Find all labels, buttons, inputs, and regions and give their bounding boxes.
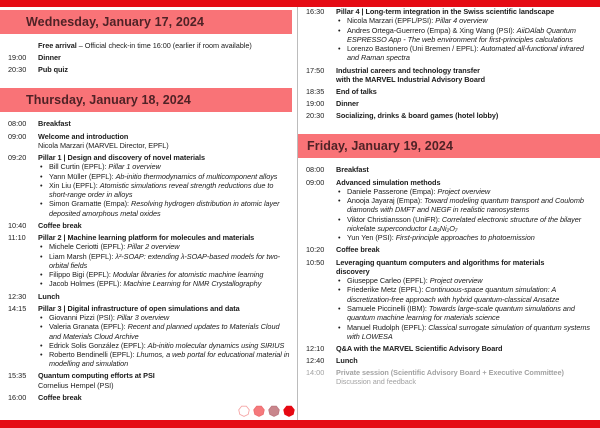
speaker-name: Yann Müller (EPFL): (49, 171, 116, 181)
bullet-icon: • (40, 199, 43, 209)
speaker-name: Samuele Piccinelli (IBM): (347, 304, 429, 313)
speaker-name: Valeria Granata (EPFL): (49, 322, 128, 332)
schedule-entry (0, 371, 297, 390)
entry-title-line (336, 87, 596, 96)
schedule-entry (298, 245, 600, 254)
talk-title: Recent and planned updates to Materials Cloud and Materials Cloud Archive (49, 322, 280, 341)
session-title: Dinner (336, 99, 359, 109)
entry-body (336, 99, 600, 108)
entry-title-line (38, 292, 293, 301)
entry-body (336, 344, 600, 353)
speaker-name: Nicola Marzari (EPFL/PSI): (347, 16, 436, 26)
session-title: Pillar 2 | Machine learning platform for molecules and materials (38, 232, 255, 242)
entry-title-line (38, 393, 293, 402)
schedule-entry (0, 65, 297, 74)
talk-title: Classical surrogate simulation of quantum systems with LOWESA (347, 322, 590, 341)
entry-time: 20:30 (8, 65, 27, 75)
entry-time: 09:00 (306, 177, 325, 187)
talk-title: λ²-SOAP: extending λ-SOAP-based models for two-orbital fields (49, 251, 280, 270)
bullet-icon: • (40, 242, 43, 252)
entry-time: 14:00 (306, 368, 325, 378)
schedule-entry (298, 356, 600, 365)
schedule-entry (0, 292, 297, 301)
entry-body (38, 221, 297, 230)
bullet-text (49, 322, 293, 341)
entry-body (38, 393, 297, 402)
bullet-item (336, 16, 596, 25)
entry-title-line (38, 371, 293, 380)
entry-body (336, 66, 600, 85)
session-title: Coffee break (38, 392, 82, 402)
bullet-list (336, 16, 596, 62)
entry-title-line (38, 304, 293, 313)
talk-title: Machine Learning for NMR Crystallography (123, 279, 262, 289)
session-title: Socializing, drinks & board games (hotel lobby) (336, 111, 499, 121)
bullet-item (38, 181, 293, 200)
marvel-logo-dot-3-heptagon-mauve-icon (268, 405, 280, 417)
entry-body (336, 178, 600, 243)
schedule-entry (0, 132, 297, 151)
schedule-entry (298, 99, 600, 108)
marvel-logo (238, 405, 295, 417)
bullet-list (336, 276, 596, 341)
entry-body (336, 7, 600, 63)
entry-time: 12:30 (8, 291, 27, 301)
entry-time: 16:00 (8, 392, 27, 402)
entry-body (38, 41, 297, 50)
schedule-section (298, 7, 600, 120)
entry-title-line (336, 356, 596, 365)
bullet-item (336, 323, 596, 342)
session-title: Dinner (38, 53, 61, 63)
bullet-icon: • (338, 214, 341, 224)
talk-title: AiiDAlab Quantum ESPRESSO App - The web environment for first-principles calculations (347, 25, 576, 44)
talk-title: First-principle approaches to photoemission (395, 233, 535, 243)
bullet-icon: • (40, 270, 43, 280)
bullet-text (49, 252, 293, 271)
bullet-icon: • (338, 25, 341, 35)
bullet-text (347, 233, 596, 242)
bullet-icon: • (338, 16, 341, 26)
entry-title-line (38, 41, 293, 50)
schedule-entry (298, 258, 600, 342)
bullet-list (38, 313, 293, 369)
bullet-item (336, 26, 596, 45)
bullet-item (336, 44, 596, 63)
bullet-text (49, 162, 293, 171)
day-header: Thursday, January 18, 2024 (0, 88, 292, 112)
speaker-name: Giuseppe Carleo (EPFL): (347, 276, 430, 286)
bottom-red-bar (0, 420, 600, 428)
schedule-entry (0, 41, 297, 50)
bullet-text (347, 285, 596, 304)
speaker-name: Yun Yen (PSI): (347, 233, 396, 243)
talk-title: Modular libraries for atomistic machine learning (112, 270, 264, 280)
bullet-item (38, 322, 293, 341)
bullet-item (336, 285, 596, 304)
bullet-text (347, 276, 596, 285)
talk-title: Automated all-functional infrared and Raman spectra (347, 44, 584, 63)
schedule-entry (0, 233, 297, 289)
bullet-icon: • (40, 350, 43, 360)
session-title: Q&A with the MARVEL Scientific Advisory Board (336, 343, 503, 353)
bullet-icon: • (40, 171, 43, 181)
bullet-text (347, 196, 596, 215)
speaker-name: Roberto Bendinelli (EPFL): (49, 350, 137, 360)
bullet-item (38, 242, 293, 251)
entry-body (336, 356, 600, 365)
speaker-name: Bill Curtin (EPFL): (49, 162, 109, 172)
entry-time: 19:00 (8, 53, 27, 63)
entry-subtitle: Discussion and feedback (336, 377, 416, 387)
bullet-list (38, 242, 293, 288)
entry-time: 17:50 (306, 65, 325, 75)
session-title: Breakfast (336, 165, 369, 175)
schedule-entry (0, 119, 297, 128)
schedule-entry (298, 368, 600, 387)
speaker-name: Michele Ceriotti (EPFL): (49, 242, 128, 252)
entry-title-line (38, 65, 293, 74)
talk-title: Continuous-space quantum simulation: A discretization-free approach with hybrid quantum-classical Ansatze (347, 285, 560, 304)
schedule-section (0, 10, 297, 74)
session-title: Lunch (336, 356, 358, 366)
session-title: Private session (Scientific Advisory Board + Executive Committee) (336, 368, 564, 378)
session-title: Advanced simulation methods (336, 177, 441, 187)
entry-time: 09:00 (8, 131, 27, 141)
bullet-item (38, 199, 293, 218)
entry-time: 09:20 (8, 152, 27, 162)
entry-title-line (336, 165, 596, 174)
entry-time: 16:30 (306, 7, 325, 16)
talk-title: Pillar 3 overview (116, 312, 170, 322)
entry-title-line (336, 368, 596, 377)
schedule-entry (298, 7, 600, 63)
schedule-entry (0, 53, 297, 62)
speaker-name: Lorenzo Bastonero (Uni Bremen / EPFL): (347, 44, 481, 54)
entry-title-line (336, 66, 596, 75)
entry-time: 12:40 (306, 356, 325, 366)
entry-title-line (38, 221, 293, 230)
speaker-name: Edrick Solis González (EPFL): (49, 340, 148, 350)
talk-title: Atomistic simulations reveal strength reductions due to short-range order in alloys (49, 180, 274, 200)
entry-time: 20:30 (306, 111, 325, 121)
bullet-text (347, 44, 596, 63)
speaker-name: Viktor Christiansson (UniFR): (347, 214, 442, 224)
bullet-icon: • (338, 276, 341, 286)
entry-time: 10:50 (306, 257, 325, 267)
talk-title: Lhumos, a web portal for educational material in modelling and simulation (49, 350, 290, 369)
session-title: Industrial careers and technology transfer (336, 65, 480, 75)
session-title: Pub quiz (38, 65, 68, 75)
entry-subtitle: Nicola Marzari (MARVEL Director, EPFL) (38, 140, 169, 150)
entry-body (38, 233, 297, 289)
schedule-section (0, 88, 297, 402)
session-title: End of talks (336, 86, 377, 96)
bullet-icon: • (40, 251, 43, 261)
schedule-entry (298, 87, 600, 96)
bullet-item (38, 270, 293, 279)
bullet-icon: • (40, 340, 43, 350)
schedule-entry (298, 178, 600, 243)
bullet-item (336, 233, 596, 242)
schedule-entry (298, 66, 600, 85)
bullet-item (38, 252, 293, 271)
bullet-text (347, 16, 596, 25)
bullet-icon: • (338, 304, 341, 313)
schedule-entry (0, 153, 297, 218)
bullet-text (347, 187, 596, 196)
entry-title-line (38, 132, 293, 141)
marvel-logo-dot-2-heptagon-salmon-icon (253, 405, 265, 417)
bullet-icon: • (338, 44, 341, 54)
speaker-name: Daniele Passerone (Empa): (347, 186, 438, 196)
bullet-item (336, 215, 596, 234)
entry-time: 15:35 (8, 371, 27, 381)
entry-time: 14:15 (8, 303, 27, 313)
bullet-list (38, 162, 293, 218)
session-title: Leveraging quantum computers and algorithms for materials (336, 257, 545, 267)
bullet-icon: • (40, 180, 43, 190)
day-header: Friday, January 19, 2024 (298, 134, 600, 158)
entry-time: 08:00 (306, 165, 325, 175)
session-title-suffix: – Official check-in time 16:00 (earlier if room available) (76, 41, 252, 50)
session-title: Lunch (38, 291, 60, 301)
entry-body (336, 368, 600, 387)
bullet-text (347, 215, 596, 234)
bullet-text (347, 304, 596, 323)
top-red-bar (0, 0, 600, 7)
talk-title: Towards large-scale quantum simulations and quantum machine learning for materials science (347, 304, 575, 323)
entry-body (38, 153, 297, 218)
entry-title-line (336, 7, 596, 16)
entry-body (336, 87, 600, 96)
bullet-item (38, 341, 293, 350)
column-left (0, 7, 298, 420)
day-header: Wednesday, January 17, 2024 (0, 10, 292, 34)
entry-body (38, 304, 297, 369)
bullet-text (49, 172, 293, 181)
marvel-logo-dot-1-heptagon-outline-icon (238, 405, 250, 417)
schedule-columns (0, 7, 600, 420)
bullet-text (49, 270, 293, 279)
entry-body (38, 371, 297, 390)
speaker-name: Xin Liu (EPFL): (49, 180, 100, 190)
bullet-item (38, 172, 293, 181)
session-title: Quantum computing efforts at PSI (38, 371, 155, 381)
speaker-name: Andres Ortega-Guerrero (Empa) & Xing Wang (PSI): (347, 25, 517, 35)
entry-title-line (336, 245, 596, 254)
entry-body (38, 53, 297, 62)
entry-time: 18:35 (306, 86, 325, 96)
bullet-icon: • (338, 285, 341, 295)
bullet-item (336, 304, 596, 323)
entry-title-line (38, 53, 293, 62)
entry-title-line (336, 258, 596, 267)
bullet-text (49, 313, 293, 322)
entry-body (336, 165, 600, 174)
schedule-entry (0, 304, 297, 369)
bullet-text (49, 242, 293, 251)
bullet-item (38, 279, 293, 288)
session-title: Breakfast (38, 119, 71, 129)
talk-title: Pillar 1 overview (108, 162, 161, 172)
bullet-text (49, 350, 293, 369)
entry-time: 08:00 (8, 119, 27, 129)
speaker-name: Liam Marsh (EPFL): (49, 251, 116, 261)
talk-title: Resolving hydrogen distribution in atomic layer deposited amorphous metal oxides (49, 199, 280, 218)
session-title: Coffee break (38, 220, 82, 230)
bullet-icon: • (338, 233, 341, 243)
session-title: Pillar 3 | Digital infrastructure of open simulations and data (38, 303, 240, 313)
entry-time (0, 41, 38, 50)
bullet-item (336, 187, 596, 196)
schedule-entry (0, 221, 297, 230)
talk-title: Toward modeling quantum transport and Coulomb diamonds with DMFT and NEGF in realistic nanosystems (347, 196, 584, 215)
bullet-text (347, 26, 596, 45)
bullet-icon: • (40, 162, 43, 172)
bullet-icon: • (40, 322, 43, 332)
entry-body (38, 65, 297, 74)
entry-time: 11:10 (8, 232, 26, 242)
entry-time: 19:00 (306, 99, 325, 109)
entry-title-line (336, 344, 596, 353)
entry-body (336, 258, 600, 342)
speaker-name: Filippo Bigi (EPFL): (49, 270, 113, 280)
column-right (298, 7, 600, 420)
bullet-list (336, 187, 596, 243)
bullet-text (49, 341, 293, 350)
entry-title-line (336, 178, 596, 187)
talk-title: Project overview (429, 276, 483, 286)
entry-time: 10:20 (306, 245, 325, 255)
bullet-text (49, 279, 293, 288)
bullet-item (38, 313, 293, 322)
entry-title-line (38, 119, 293, 128)
entry-subtitle: Cornelius Hempel (PSI) (38, 380, 114, 390)
session-title: Pillar 4 | Long-term integration in the Swiss scientific landscape (336, 7, 555, 16)
speaker-name: Giovanni Pizzi (PSI): (49, 312, 117, 322)
bullet-icon: • (40, 279, 43, 289)
talk-title: Correlated electronic structure of the bilayer nickelate superconductor La₃Ni₂O₇ (347, 214, 582, 234)
speaker-name: Jacob Holmes (EPFL): (49, 279, 124, 289)
bullet-text (49, 199, 293, 218)
talk-title: Ab-initio molecular dynamics using SIRIUS (147, 340, 285, 350)
entry-body (38, 292, 297, 301)
entry-body (38, 132, 297, 151)
schedule-entry (0, 393, 297, 402)
entry-title-line (38, 153, 293, 162)
schedule-section (298, 134, 600, 386)
bullet-item (336, 276, 596, 285)
speaker-name: Friederike Metz (EPFL): (347, 285, 426, 295)
bullet-text (49, 181, 293, 200)
session-title: Pillar 1 | Design and discovery of novel materials (38, 152, 206, 162)
marvel-logo-dot-4-heptagon-red-icon (283, 405, 295, 417)
session-title: Coffee break (336, 245, 380, 255)
entry-body (336, 245, 600, 254)
bullet-item (38, 350, 293, 369)
session-title: Free arrival (38, 41, 77, 50)
talk-title: Ab-initio thermodynamics of multicomponent alloys (115, 171, 278, 181)
speaker-name: Anooja Jayaraj (Empa): (347, 196, 425, 206)
entry-time: 12:10 (306, 343, 325, 353)
entry-title-line (38, 233, 293, 242)
speaker-name: Manuel Rudolph (EPFL): (347, 322, 429, 332)
talk-title: Pillar 2 overview (127, 242, 180, 252)
bullet-icon: • (40, 312, 43, 322)
bullet-icon: • (338, 322, 341, 332)
bullet-text (347, 323, 596, 342)
entry-body (38, 119, 297, 128)
bullet-icon: • (338, 186, 341, 196)
session-title: Welcome and introduction (38, 131, 129, 141)
bullet-item (38, 162, 293, 171)
bullet-item (336, 196, 596, 215)
schedule-entry (298, 111, 600, 120)
session-title-line2: discovery (336, 266, 370, 276)
entry-title-line (336, 111, 596, 120)
entry-body (336, 111, 600, 120)
entry-title-line (336, 99, 596, 108)
bullet-icon: • (338, 196, 341, 206)
talk-title: Project overview (437, 186, 491, 196)
speaker-name: Simon Gramatte (Empa): (49, 199, 131, 209)
schedule-entry (298, 344, 600, 353)
session-title-line2: with the MARVEL Industrial Advisory Board (336, 74, 486, 84)
talk-title: Pillar 4 overview (435, 16, 488, 26)
entry-time: 10:40 (8, 220, 27, 230)
schedule-entry (298, 165, 600, 174)
